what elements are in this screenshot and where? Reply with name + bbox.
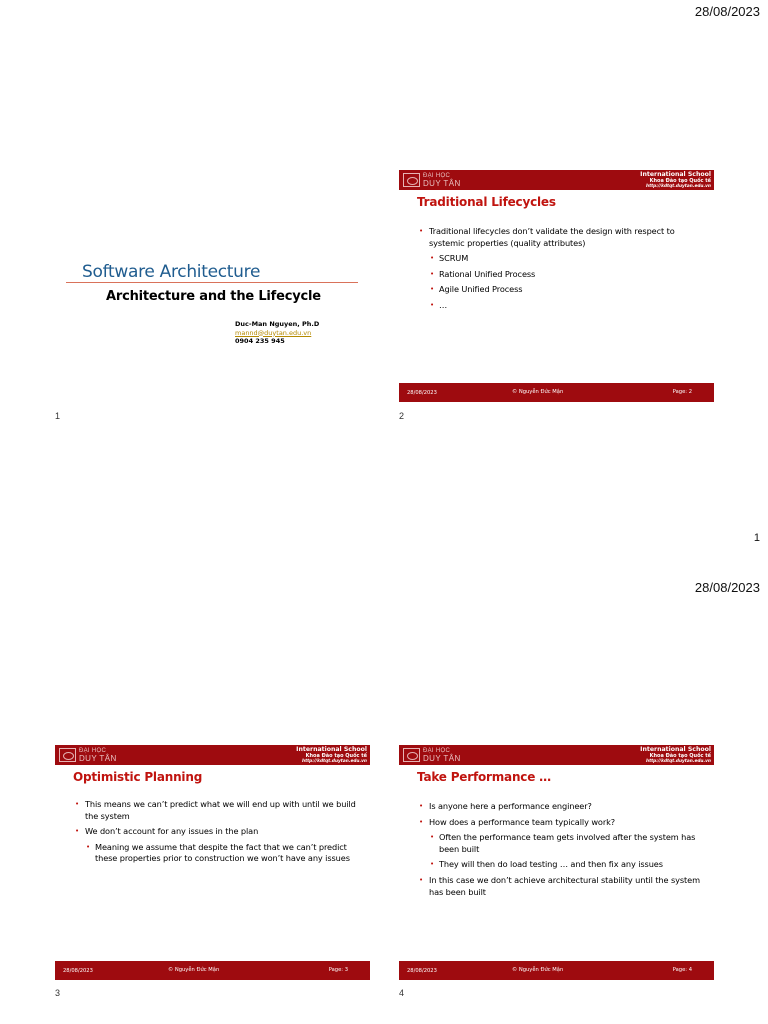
logo-emblem-icon — [403, 748, 420, 762]
school-name: International School — [296, 746, 367, 753]
school-url: http://kdtqt.duytan.edu.vn — [646, 759, 711, 764]
footer-page: Page: 4 — [672, 967, 692, 973]
sub-bullet-item: • Often the performance team gets involved after the system has been built — [428, 832, 706, 855]
slide-number: 2 — [399, 411, 405, 421]
university-logo — [59, 748, 119, 763]
footer-copyright: © Nguyễn Đức Mận — [512, 967, 564, 973]
school-info — [640, 172, 711, 190]
school-info — [640, 747, 711, 765]
slide-footer — [399, 383, 714, 402]
university-logo — [403, 173, 463, 188]
bullet-list — [72, 799, 362, 869]
footer-date: 28/08/2023 — [407, 390, 437, 396]
sub-bullet-item: • Rational Unified Process — [428, 269, 706, 281]
page-date: 28/08/2023 — [694, 580, 760, 595]
school-name-vn: Khoa Đào tạo Quốc tế — [305, 753, 367, 759]
sub-bullet-item: • SCRUM — [428, 253, 706, 265]
slide-header — [399, 745, 714, 765]
footer-date: 28/08/2023 — [407, 968, 437, 974]
slide-footer — [55, 961, 370, 980]
author-phone: 0904 235 945 — [235, 337, 285, 345]
slide-header — [399, 170, 714, 190]
footer-page: Page: 3 — [328, 967, 348, 973]
bullet-item: • How does a performance team typically work? — [416, 817, 706, 829]
slide-take-performance — [399, 745, 714, 980]
logo-text-line1: ĐẠI HỌC — [423, 173, 451, 179]
presentation-subtitle: Architecture and the Lifecycle — [106, 289, 321, 304]
title-divider — [66, 282, 358, 283]
school-info — [296, 747, 367, 765]
slide-title: Optimistic Planning — [73, 770, 203, 784]
sub-bullet-item: • They will then do load testing … and then fix any issues — [428, 859, 706, 871]
footer-date: 28/08/2023 — [63, 968, 93, 974]
logo-text-line2: DUY TÂN — [423, 179, 461, 188]
logo-text-line1: ĐẠI HỌC — [423, 748, 451, 754]
slide-title: Take Performance … — [417, 770, 551, 784]
slide-number: 4 — [399, 988, 405, 998]
university-logo — [403, 748, 463, 763]
school-url: http://kdtqt.duytan.edu.vn — [302, 759, 367, 764]
slide-optimistic-planning — [55, 745, 370, 980]
logo-emblem-icon — [403, 173, 420, 187]
school-name-vn: Khoa Đào tạo Quốc tế — [649, 753, 711, 759]
bullet-list — [416, 226, 706, 316]
slide-title: Traditional Lifecycles — [417, 195, 556, 209]
logo-text-line1: ĐẠI HỌC — [79, 748, 107, 754]
bullet-item: • Is anyone here a performance engineer? — [416, 801, 706, 813]
slide-header — [55, 745, 370, 765]
slide-number: 1 — [55, 411, 61, 421]
slide-number: 3 — [55, 988, 61, 998]
bullet-item: • We don’t account for any issues in the plan — [72, 826, 362, 838]
bullet-item: • In this case we don’t achieve architectural stability until the system has been built — [416, 875, 706, 898]
slide-footer — [399, 961, 714, 980]
bullet-item: • Traditional lifecycles don’t validate the design with respect to systemic properties (quality attributes) — [416, 226, 706, 249]
page-number: 1 — [753, 532, 760, 544]
author-block — [235, 320, 319, 346]
footer-copyright: © Nguyễn Đức Mận — [512, 389, 564, 395]
sub-bullet-item: • … — [428, 300, 706, 312]
footer-copyright: © Nguyễn Đức Mận — [168, 967, 220, 973]
presentation-title: Software Architecture — [82, 262, 261, 282]
footer-page: Page: 2 — [672, 389, 692, 395]
school-url: http://kdtqt.duytan.edu.vn — [646, 184, 711, 189]
school-name: International School — [640, 746, 711, 753]
school-name-vn: Khoa Đào tạo Quốc tế — [649, 178, 711, 184]
sub-bullet-item: • Meaning we assume that despite the fact that we can’t predict these properties prior to construction we won’t have any issues — [84, 842, 362, 865]
sub-bullet-item: • Agile Unified Process — [428, 284, 706, 296]
logo-text-line2: DUY TÂN — [423, 754, 461, 763]
school-name: International School — [640, 171, 711, 178]
author-email[interactable]: mannd@duytan.edu.vn — [235, 328, 312, 337]
bullet-item: • This means we can’t predict what we will end up with until we build the system — [72, 799, 362, 822]
page-date: 28/08/2023 — [694, 4, 760, 19]
slide-traditional-lifecycles — [399, 170, 714, 405]
author-name: Duc-Man Nguyen, Ph.D — [235, 320, 320, 328]
logo-text-line2: DUY TÂN — [79, 754, 117, 763]
bullet-list — [416, 801, 706, 902]
logo-emblem-icon — [59, 748, 76, 762]
